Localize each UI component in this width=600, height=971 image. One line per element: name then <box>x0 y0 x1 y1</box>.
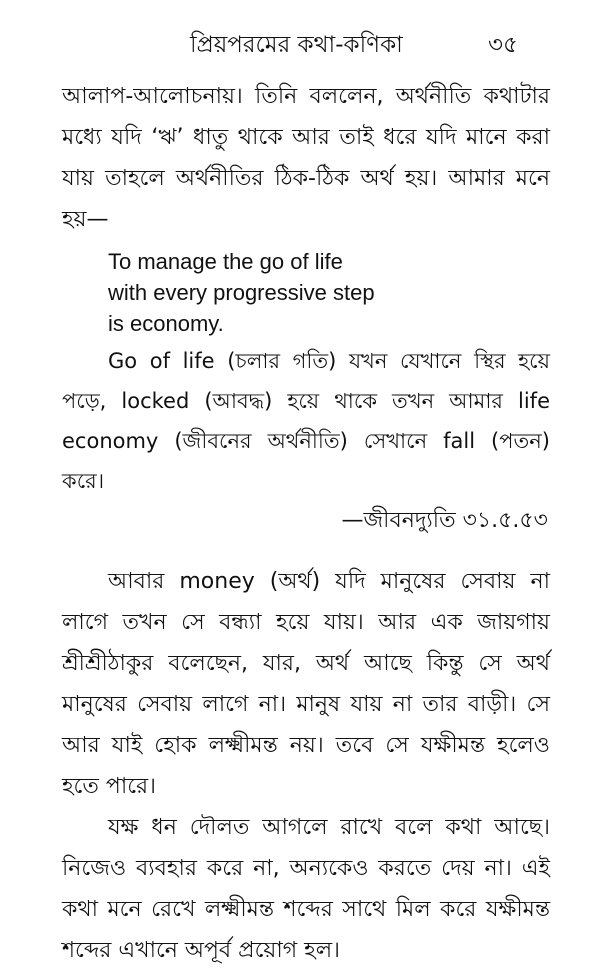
quote-line-1: To manage the go of life <box>108 249 343 274</box>
running-header <box>0 28 600 62</box>
body-text <box>62 76 550 971</box>
quote-line-2: with every progressive step <box>108 280 375 305</box>
paragraph-2: Go of life (চলার গতি) যখন যেখানে স্থির হয়ে পড়ে, locked (আবদ্ধ) হয়ে থাকে তখন আমার life economy (জীবনের অর্থনীতি) সেখানে fall (পতন) করে। <box>62 349 550 493</box>
paragraph-3: আবার money (অর্থ) যদি মানুষের সেবায় না লাগে তখন সে বন্ধ্যা হয়ে যায়। আর এক জায়গায় শ্রীশ্রীঠাকুর বলেছেন, যার, অর্থ আছে কিন্তু সে অর্থ মানুষের সেবায় লাগে না। মানুষ যায় না তার বাড়ী। সে আর যাই হোক লক্ষ্মীমন্ত নয়। তবে সে যক্ষীমন্ত হলেও হতে পারে। <box>62 569 550 799</box>
source-signature: —জীবনদ্যুতি ৩১.৫.৫৩ <box>341 508 548 533</box>
section-gap <box>62 541 550 561</box>
running-title: প্রিয়পরমের কথা-কণিকা <box>190 32 403 58</box>
paragraph-1: আলাপ-আলোচনায়। তিনি বললেন, অর্থনীতি কথাটার মধ্যে যদি ‘ঋ’ ধাতু থাকে আর তাই ধরে যদি মানে করা যায় তাহলে অর্থনীতির ঠিক-ঠিক অর্থ হয়। আমার মনে হয়— <box>62 84 550 232</box>
page-number: ৩৫ <box>488 32 518 58</box>
english-quote <box>108 246 550 339</box>
paragraph-4: যক্ষ ধন দৌলত আগলে রাখে বলে কথা আছে। নিজেও ব্যবহার করে না, অন্যকেও করতে দেয় না। এই কথা মনে রেখে লক্ষ্মীমন্ত শব্দের সাথে মিল করে যক্ষীমন্ত শব্দের এখানে অপূর্ব প্রয়োগ হল। <box>62 815 550 963</box>
quote-line-3: is economy. <box>108 311 224 336</box>
